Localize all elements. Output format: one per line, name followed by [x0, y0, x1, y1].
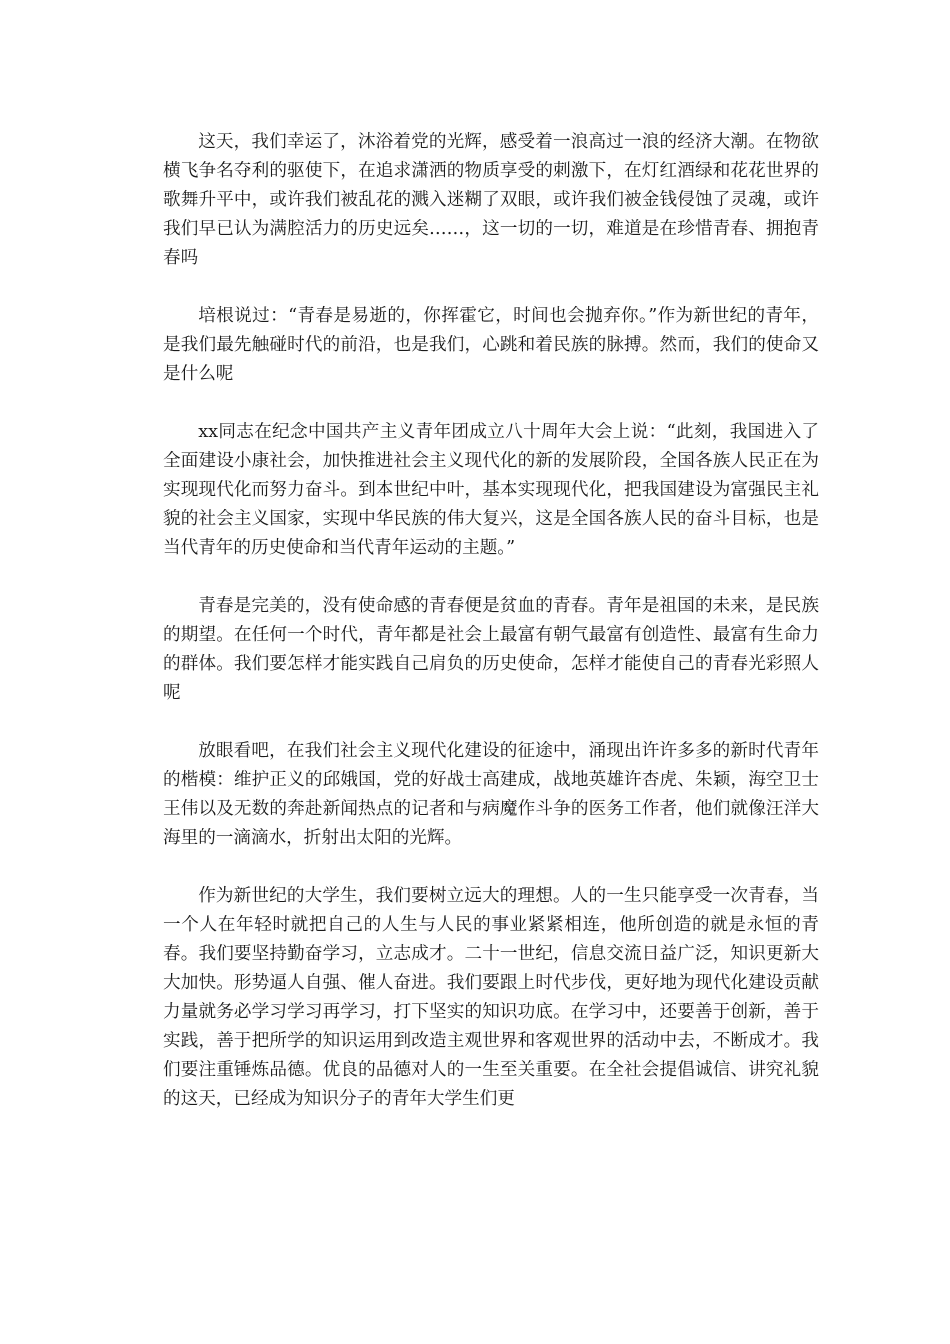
- paragraph-1: 这天，我们幸运了，沐浴着党的光辉，感受着一浪高过一浪的经济大潮。在物欲横飞争名夺利的驱使下，在追求潇洒的物质享受的刺激下，在灯红酒绿和花花世界的歌舞升平中，或许我们被乱花的溅入迷糊了双眼，或许我们被金钱侵蚀了灵魂，或许我们早已认为满腔活力的历史远矣……，这一切的一切，难道是在珍惜青春、拥抱青春吗: [163, 132, 819, 268]
- paragraph-4: 青春是完美的，没有使命感的青春便是贫血的青春。青年是祖国的未来，是民族的期望。在任何一个时代，青年都是社会上最富有朝气最富有创造性、最富有生命力的群体。我们要怎样才能实践自己肩负的历史使命，怎样才能使自己的青春光彩照人呢: [163, 596, 819, 703]
- paragraph-2: 培根说过：“青春是易逝的，你挥霍它，时间也会抛弃你。”作为新世纪的青年，是我们最先触碰时代的前沿，也是我们，心跳和着民族的脉搏。然而，我们的使命又是什么呢: [163, 306, 819, 384]
- paragraph-5: 放眼看吧，在我们社会主义现代化建设的征途中，涌现出许许多多的新时代青年的楷模：维护正义的邱娥国，党的好战士高建成，战地英雄许杏虎、朱颖，海空卫士王伟以及无数的奔赴新闻热点的记者和与病魔作斗争的医务工作者，他们就像汪洋大海里的一滴滴水，折射出太阳的光辉。: [163, 741, 819, 848]
- document-page: [163, 128, 819, 1114]
- paragraph-3: xx同志在纪念中国共产主义青年团成立八十周年大会上说：“此刻，我国进入了全面建设小康社会，加快推进社会主义现代化的新的发展阶段，全国各族人民正在为实现现代化而努力奋斗。到本世纪中叶，基本实现现代化，把我国建设为富强民主礼貌的社会主义国家，实现中华民族的伟大复兴，这是全国各族人民的奋斗目标，也是当代青年的历史使命和当代青年运动的主题。”: [163, 422, 819, 558]
- paragraph-6: 作为新世纪的大学生，我们要树立远大的理想。人的一生只能享受一次青春，当一个人在年轻时就把自己的人生与人民的事业紧紧相连，他所创造的就是永恒的青春。我们要坚持勤奋学习，立志成才。二十一世纪，信息交流日益广泛，知识更新大大加快。形势逼人自强、催人奋进。我们要跟上时代步伐，更好地为现代化建设贡献力量就务必学习学习再学习，打下坚实的知识功底。在学习中，还要善于创新，善于实践，善于把所学的知识运用到改造主观世界和客观世界的活动中去，不断成才。我们要注重锤炼品德。优良的品德对人的一生至关重要。在全社会提倡诚信、讲究礼貌的这天，已经成为知识分子的青年大学生们更: [163, 886, 819, 1109]
